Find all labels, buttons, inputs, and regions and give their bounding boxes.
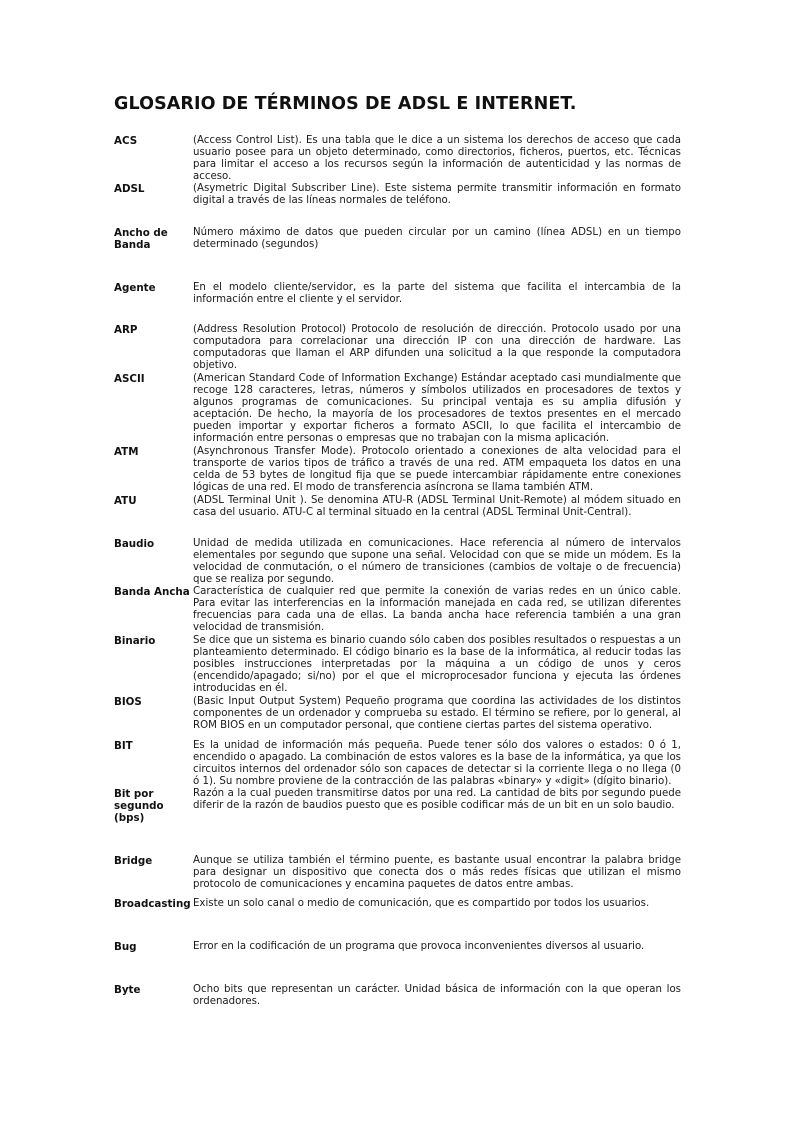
term-definition: (Access Control List). Es una tabla que le dice a un sistema los derechos de acceso que cada usuario posee para un objeto determinado, como directorios, ficheros, puertos, etc. Técnicas para limitar el acceso a los recursos según la información de autenticidad y las normas de acceso. <box>193 135 681 182</box>
term-label: ADSL <box>114 183 145 195</box>
term-definition: Existe un solo canal o medio de comunicación, que es compartido por todos los usuarios. <box>193 898 650 909</box>
term-label: Bug <box>114 941 137 953</box>
term-definition: (American Standard Code of Information Exchange) Estándar aceptado casi mundialmente que recoge 128 caracteres, letras, números y símbolos utilizados en procesadores de textos y algunos programas de comunicaciones. Su principal ventaja es su amplia difusión y aceptación. De hecho, la mayoría de los procesadores de textos presentes en el mercado pueden importar y exportar ficheros a formato ASCII, lo que facilita el intercambio de información entre personas o empresas que no trabajan con la misma aplicación. <box>193 373 681 444</box>
term-definition: (ADSL Terminal Unit ). Se denomina ATU-R (ADSL Terminal Unit-Remote) al módem situado en casa del usuario. ATU-C al terminal situado en la central (ADSL Terminal Unit-Central). <box>193 495 681 518</box>
term-label: Agente <box>114 282 156 294</box>
term-label: Broadcasting <box>114 898 191 910</box>
term-label: ATU <box>114 495 137 507</box>
term-definition: (Address Resolution Protocol) Protocolo de resolución de dirección. Protocolo usado por una computadora para correlacionar una dirección IP con una dirección de hardware. Las computadoras que llaman el ARP difunden una solicitud a la que responde la computadora objetivo. <box>193 324 681 371</box>
term-label: ATM <box>114 446 139 458</box>
term-label: ARP <box>114 324 138 336</box>
term-definition: En el modelo cliente/servidor, es la parte del sistema que facilita el intercambia de la información entre el cliente y el servidor. <box>193 282 681 305</box>
term-label: BIOS <box>114 696 142 708</box>
term-definition: Razón a la cual pueden transmitirse datos por una red. La cantidad de bits por segundo puede diferir de la razón de baudios puesto que es posible codificar más de un bit en un solo baudio. <box>193 788 681 811</box>
term-label: Banda Ancha <box>114 586 190 598</box>
term-label: Bridge <box>114 855 153 867</box>
term-label: ACS <box>114 135 138 147</box>
term-definition: Aunque se utiliza también el término puente, es bastante usual encontrar la palabra bridge para designar un dispositivo que conecta dos o más redes físicas que utilizan el mismo protocolo de comunicaciones y encamina paquetes de datos entre ambas. <box>193 855 681 890</box>
term-label: Ancho de Banda <box>114 227 168 251</box>
term-label: ASCII <box>114 373 145 385</box>
term-label: Baudio <box>114 538 155 550</box>
term-label: Bit por segundo (bps) <box>114 788 164 824</box>
term-label: BIT <box>114 740 133 752</box>
term-label: Binario <box>114 635 156 647</box>
term-definition: Error en la codificación de un programa que provoca inconvenientes diversos al usuario. <box>193 941 645 952</box>
term-definition: Ocho bits que representan un carácter. Unidad básica de información con la que operan los ordenadores. <box>193 984 681 1007</box>
term-label: Byte <box>114 984 141 996</box>
term-definition: Número máximo de datos que pueden circular por un camino (línea ADSL) en un tiempo determinado (segundos) <box>193 227 681 250</box>
term-definition: (Asymetric Digital Subscriber Line). Este sistema permite transmitir información en formato digital a través de las líneas normales de teléfono. <box>193 183 681 206</box>
term-definition: Es la unidad de información más pequeña. Puede tener sólo dos valores o estados: 0 ó 1, encendido o apagado. La combinación de estos valores es la base de la informática, ya que los circuitos internos del ordenador sólo son capaces de detectar si la corriente llega o no llega (0 ó 1). Su nombre proviene de la contracción de las palabras «binary» y «digit» (dígito binario). <box>193 740 681 787</box>
term-definition: (Asynchronous Transfer Mode). Protocolo orientado a conexiones de alta velocidad para el transporte de varios tipos de tráfico a través de una red. ATM empaqueta los datos en una celda de 53 bytes de longitud fija que se puede intercambiar rápidamente entre conexiones lógicas de una red. El modo de transferencia asíncrona se llama también ATM. <box>193 446 681 493</box>
term-definition: Unidad de medida utilizada en comunicaciones. Hace referencia al número de intervalos elementales por segundo que supone una señal. Velocidad con que se mide un módem. Es la velocidad de conmutación, o el número de transiciones (cambios de voltaje o de frecuencia) que se realiza por segundo. <box>193 538 681 585</box>
page-title: GLOSARIO DE TÉRMINOS DE ADSL E INTERNET. <box>114 94 577 114</box>
term-definition: (Basic Input Output System) Pequeño programa que coordina las actividades de los distintos componentes de un ordenador y comprueba su estado. El término se refiere, por lo general, al ROM BIOS en un computador personal, que contiene ciertas partes del sistema operativo. <box>193 696 681 731</box>
term-definition: Característica de cualquier red que permite la conexión de varias redes en un único cable. Para evitar las interferencias en la información manejada en cada red, se utilizan diferentes frecuencias para cada una de ellas. La banda ancha hace referencia también a una gran velocidad de transmisión. <box>193 586 681 633</box>
term-definition: Se dice que un sistema es binario cuando sólo caben dos posibles resultados o respuestas a un planteamiento determinado. El código binario es la base de la informática, al reducir todas las posibles instrucciones interpretadas por la máquina a un código de unos y ceros (encendido/apagado; si/no) por el que el microprocesador funciona y ejecuta las órdenes introducidas en él. <box>193 635 681 694</box>
